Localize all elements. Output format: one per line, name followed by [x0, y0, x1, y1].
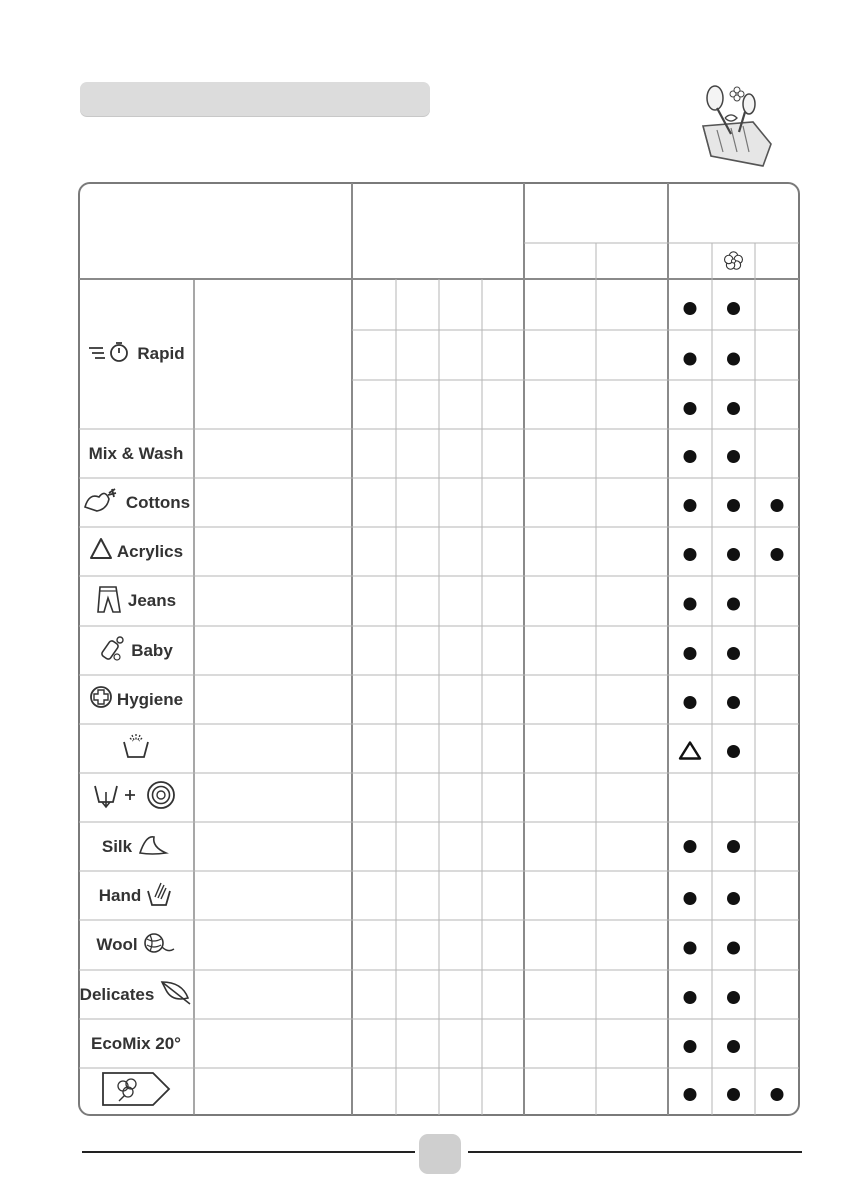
detergent-dot [684, 840, 697, 853]
detergent-dot [727, 598, 740, 611]
program-label [80, 920, 192, 970]
detergent-dot [727, 991, 740, 1004]
program-name: Wool [96, 935, 138, 954]
program-label [80, 773, 192, 822]
program-name: Cottons [125, 492, 191, 512]
detergent-dot [684, 598, 697, 611]
detergent-dot [684, 1088, 697, 1101]
detergent-dot [727, 892, 740, 905]
cotton-flower-icon [82, 487, 122, 518]
program-label [80, 478, 192, 527]
program-label [80, 1019, 192, 1068]
page-number-badge [419, 1134, 461, 1174]
detergent-dot [727, 402, 740, 415]
program-label [80, 822, 192, 871]
detergent-dot [727, 1040, 740, 1053]
detergent-dot [727, 745, 740, 758]
program-label [80, 970, 192, 1019]
stopwatch-speed-icon [87, 341, 133, 368]
detergent-dot [684, 991, 697, 1004]
detergent-dot [684, 402, 697, 415]
detergent-dot [727, 647, 740, 660]
program-label [80, 1068, 192, 1115]
detergent-dot [684, 548, 697, 561]
program-label [80, 576, 192, 626]
drain-spin-icon [91, 778, 181, 817]
detergent-dot [684, 1040, 697, 1053]
program-label [80, 724, 192, 773]
detergent-dot [684, 499, 697, 512]
program-name: Jeans [127, 591, 177, 610]
detergent-dot [727, 548, 740, 561]
program-name: Acrylics [116, 541, 184, 561]
detergent-dot [727, 450, 740, 463]
rinse-tub-icon [120, 732, 152, 765]
program-name: Hygiene [116, 689, 184, 709]
program-name: Hand [98, 885, 142, 905]
program-label [80, 871, 192, 920]
footer-rule-left [82, 1151, 415, 1153]
detergent-dot [771, 548, 784, 561]
eco-cotton-tag-icon [101, 1071, 171, 1112]
detergent-dot [771, 499, 784, 512]
detergent-dot [727, 1088, 740, 1101]
detergent-triangle [680, 743, 700, 759]
jeans-icon [96, 584, 124, 619]
detergent-dot [684, 302, 697, 315]
triangle-icon [89, 537, 113, 566]
program-name: Silk [101, 836, 133, 856]
detergent-dot [684, 696, 697, 709]
program-name: Mix & Wash [88, 443, 184, 463]
detergent-dot [684, 353, 697, 366]
wool-ball-icon [142, 929, 176, 962]
detergent-dot [727, 696, 740, 709]
detergent-dot [684, 647, 697, 660]
program-label [80, 527, 192, 576]
hygiene-cross-icon [89, 685, 113, 714]
detergent-dot [727, 302, 740, 315]
program-label [80, 626, 192, 675]
baby-bottle-icon [99, 633, 127, 668]
program-label [80, 675, 192, 724]
detergent-dot [771, 1088, 784, 1101]
program-label [80, 429, 192, 478]
program-name: Delicates [79, 984, 155, 1004]
detergent-dot [727, 353, 740, 366]
detergent-dot [727, 499, 740, 512]
detergent-dot [684, 942, 697, 955]
detergent-dot [684, 450, 697, 463]
program-name: EcoMix 20° [91, 1033, 181, 1053]
footer-rule-right [468, 1151, 802, 1153]
detergent-dot [727, 840, 740, 853]
detergent-dot [684, 892, 697, 905]
program-name: Baby [131, 640, 173, 660]
program-name: Rapid [137, 344, 185, 363]
flower-icon [732, 259, 736, 263]
hand-wash-icon [145, 879, 173, 912]
detergent-dot [727, 942, 740, 955]
silk-scarf-icon [136, 831, 170, 862]
feather-icon [158, 978, 192, 1011]
program-label [80, 279, 192, 429]
